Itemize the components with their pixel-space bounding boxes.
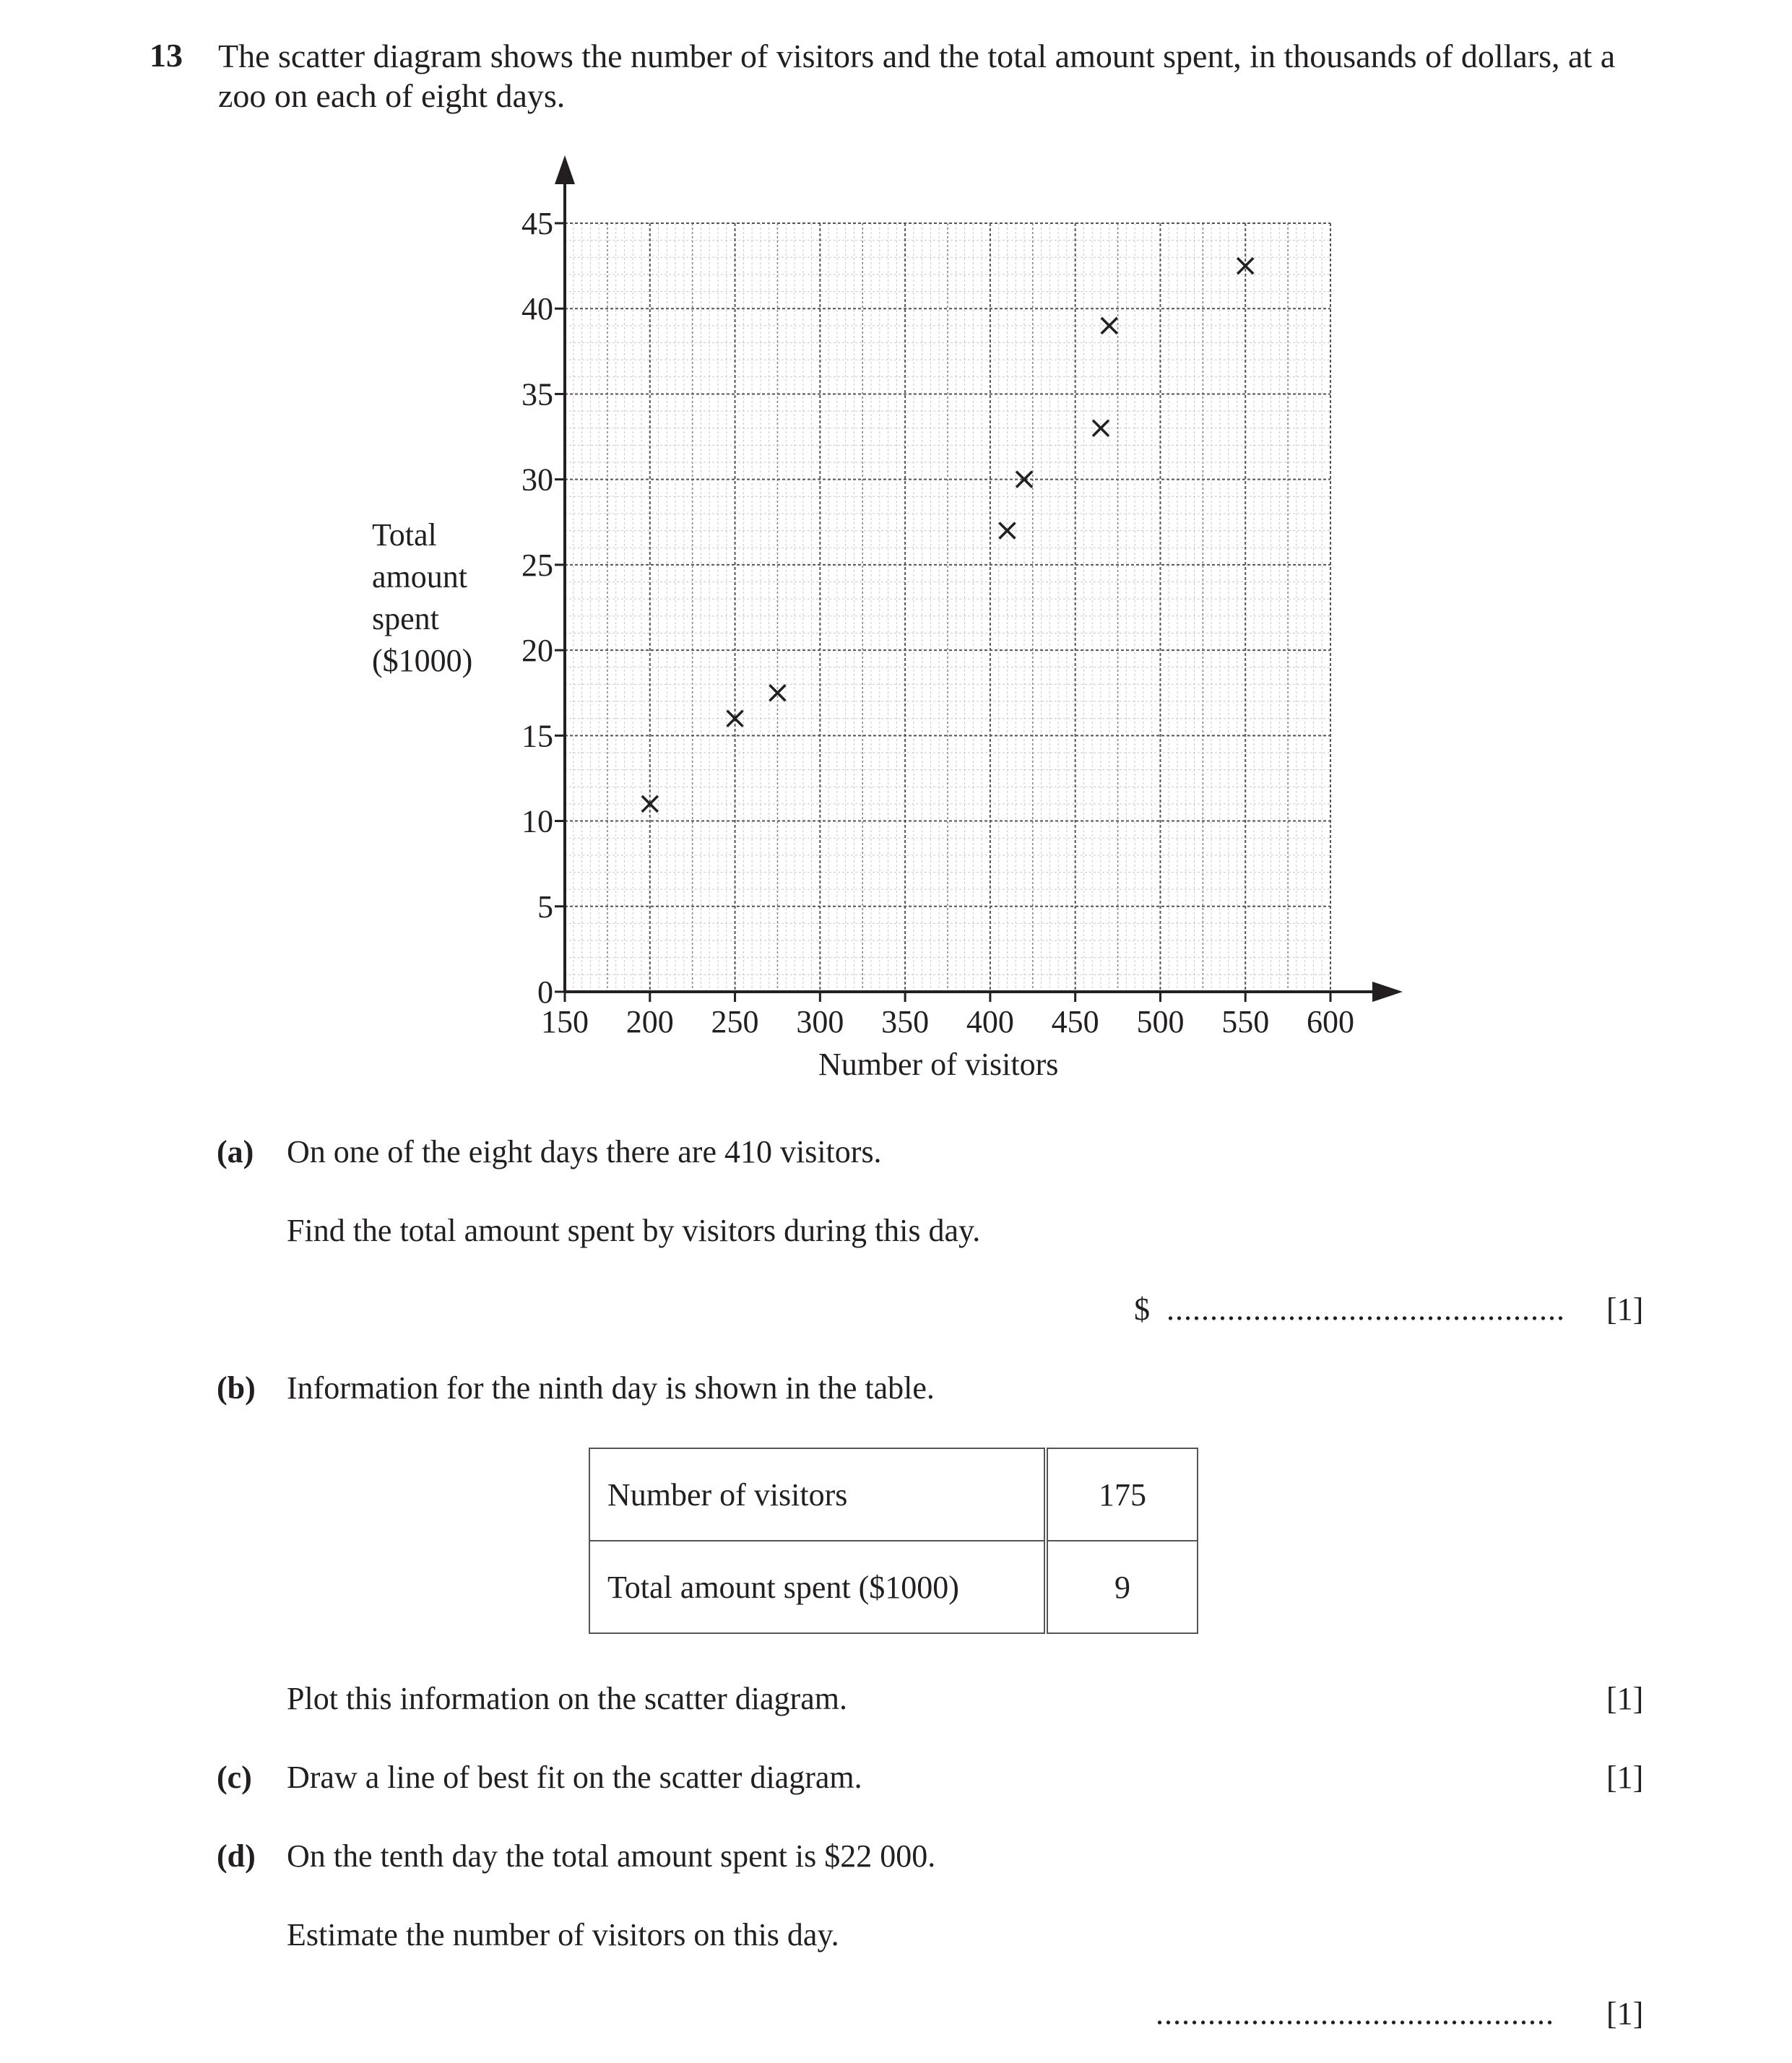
grid-minor bbox=[565, 223, 1330, 992]
part-a-instruction: Find the total amount spent by visitors during this day. bbox=[287, 1213, 981, 1248]
y-tick-label: 5 bbox=[537, 888, 553, 925]
x-tick-label: 300 bbox=[796, 1004, 844, 1039]
answer-dollar-sign: $ bbox=[1134, 1292, 1150, 1327]
part-b-label: (b) bbox=[217, 1370, 256, 1406]
part-a-label: (a) bbox=[217, 1134, 254, 1169]
part-d-marks: [1] bbox=[1606, 1996, 1644, 2031]
y-axis-label bbox=[372, 514, 472, 682]
y-tick-label: 35 bbox=[521, 376, 553, 412]
part-d-text: On the tenth day the total amount spent is $22 000. bbox=[287, 1838, 936, 1874]
x-tick-label: 500 bbox=[1136, 1004, 1185, 1039]
y-axis-label-line: amount bbox=[372, 559, 467, 594]
ninth-day-table bbox=[589, 1448, 1198, 1634]
y-axis-label-line: spent bbox=[372, 601, 439, 636]
y-tick-label: 0 bbox=[537, 974, 553, 1010]
y-axis-label-line: Total bbox=[372, 517, 437, 553]
x-axis-arrow bbox=[1372, 982, 1403, 1002]
part-b-text: Information for the ninth day is shown in the table. bbox=[287, 1370, 935, 1406]
y-tick-label: 25 bbox=[521, 547, 553, 583]
table-row bbox=[589, 1448, 1198, 1541]
part-b-instruction: Plot this information on the scatter diagram. bbox=[287, 1681, 847, 1716]
question-number: 13 bbox=[150, 37, 183, 74]
y-tick-label: 20 bbox=[521, 633, 553, 669]
table-row bbox=[589, 1541, 1198, 1633]
part-d-label: (d) bbox=[217, 1838, 256, 1874]
table-value-cell: 9 bbox=[1046, 1541, 1198, 1633]
y-axis-arrow bbox=[555, 155, 575, 184]
y-tick-label: 40 bbox=[521, 291, 553, 327]
grid-major bbox=[565, 223, 1330, 992]
part-d-instruction: Estimate the number of visitors on this day. bbox=[287, 1917, 839, 1952]
table-header-cell: Number of visitors bbox=[589, 1448, 1046, 1541]
table-header-cell: Total amount spent ($1000) bbox=[589, 1541, 1046, 1633]
part-c-text: Draw a line of best fit on the scatter diagram. bbox=[287, 1760, 862, 1795]
ticks bbox=[521, 206, 1354, 1039]
y-tick-label: 45 bbox=[521, 206, 553, 241]
x-tick-label: 250 bbox=[711, 1004, 759, 1039]
part-a-answer-line[interactable]: .............................................. bbox=[1166, 1292, 1565, 1327]
x-tick-label: 450 bbox=[1051, 1004, 1099, 1039]
x-tick-label: 350 bbox=[881, 1004, 930, 1039]
x-tick-label: 550 bbox=[1221, 1004, 1270, 1039]
part-a-text: On one of the eight days there are 410 visitors. bbox=[287, 1134, 882, 1169]
x-tick-label: 400 bbox=[966, 1004, 1014, 1039]
part-d-answer-line[interactable]: .............................................. bbox=[1156, 1996, 1554, 2031]
y-axis-label-line: ($1000) bbox=[372, 643, 473, 678]
y-tick-label: 15 bbox=[521, 718, 553, 754]
x-tick-label: 600 bbox=[1307, 1004, 1354, 1039]
axes bbox=[555, 155, 1403, 1002]
x-axis-label: Number of visitors bbox=[818, 1047, 1059, 1082]
part-c-marks: [1] bbox=[1606, 1760, 1644, 1795]
question-intro: The scatter diagram shows the number of visitors and the total amount spent, in thousands of dollars, at a zoo on each of eight days. bbox=[218, 38, 1616, 114]
part-b-marks: [1] bbox=[1606, 1681, 1644, 1716]
part-c-label: (c) bbox=[217, 1760, 252, 1795]
part-a-marks: [1] bbox=[1606, 1292, 1644, 1327]
y-tick-label: 30 bbox=[521, 462, 553, 498]
table-value-cell: 175 bbox=[1046, 1448, 1198, 1541]
x-tick-label: 150 bbox=[541, 1004, 589, 1039]
x-tick-label: 200 bbox=[626, 1004, 674, 1039]
y-tick-label: 10 bbox=[521, 803, 553, 839]
